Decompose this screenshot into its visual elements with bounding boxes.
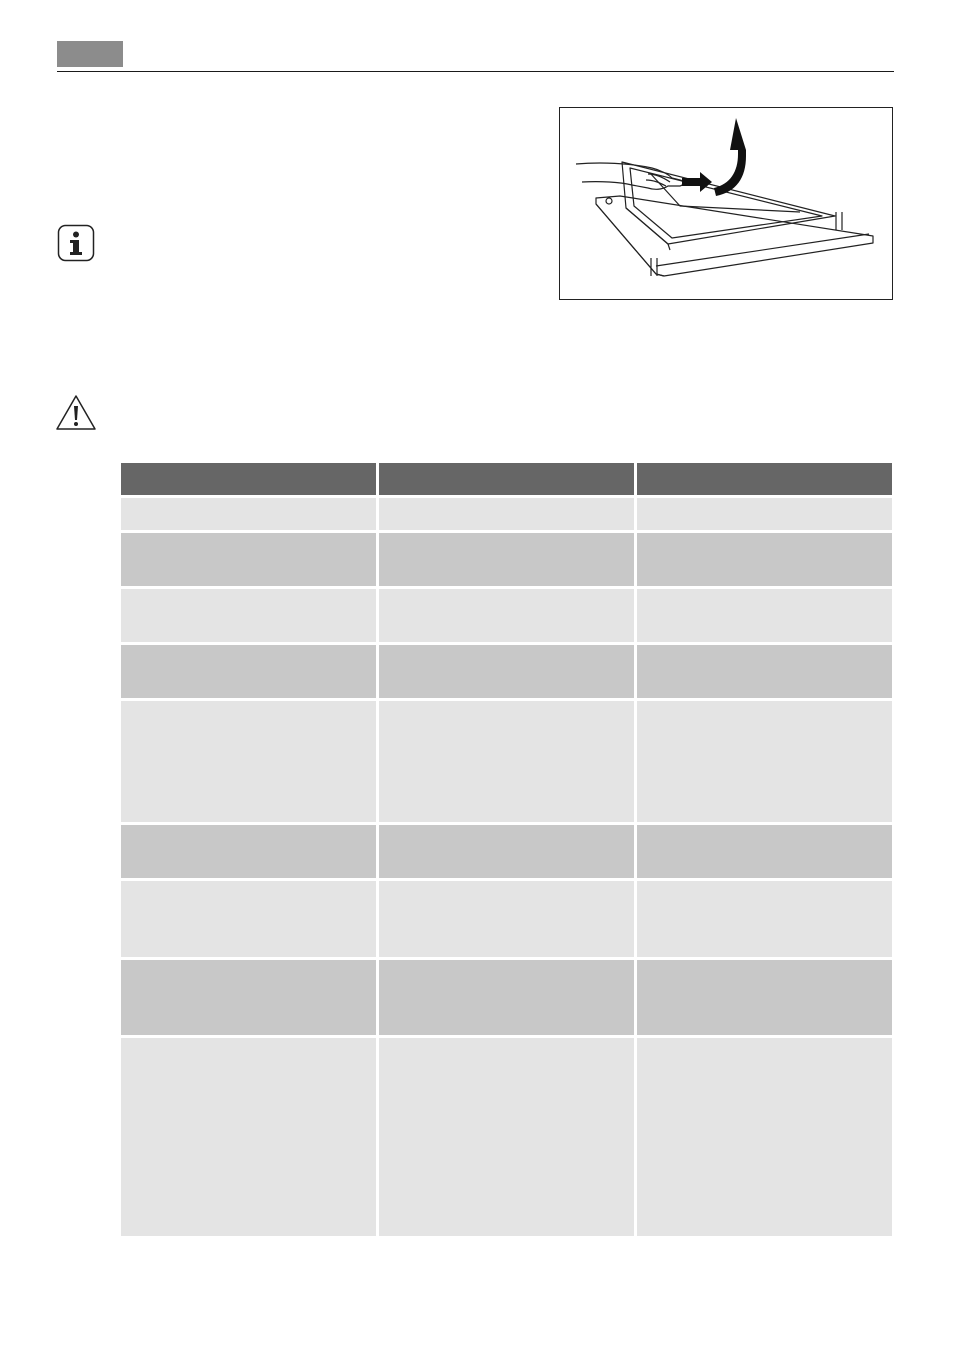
header-section-tab — [57, 41, 123, 67]
table-cell — [121, 960, 376, 1035]
table-header-cell — [637, 463, 892, 495]
table-cell — [379, 589, 634, 642]
table-cell — [121, 1038, 376, 1236]
table-cell — [379, 533, 634, 586]
table-row — [121, 701, 892, 822]
table-header-cell — [121, 463, 376, 495]
table-row — [121, 825, 892, 878]
table-cell — [637, 1038, 892, 1236]
table-cell — [637, 645, 892, 698]
oven-door-illustration — [559, 107, 893, 300]
header-rule — [57, 71, 894, 72]
table-row — [121, 498, 892, 530]
table-row — [121, 960, 892, 1035]
warning-triangle-icon — [55, 394, 97, 432]
table-cell — [637, 881, 892, 957]
push-arrow-icon — [682, 172, 712, 192]
table-cell — [121, 701, 376, 822]
table-cell — [379, 498, 634, 530]
table-header-row — [121, 463, 892, 495]
table-row — [121, 881, 892, 957]
table-cell — [379, 701, 634, 822]
table-cell — [637, 825, 892, 878]
table-header-cell — [379, 463, 634, 495]
table-cell — [121, 825, 376, 878]
table-row — [121, 533, 892, 586]
table-cell — [121, 589, 376, 642]
table-cell — [637, 701, 892, 822]
table-cell — [379, 825, 634, 878]
info-icon — [57, 224, 95, 262]
table-cell — [121, 645, 376, 698]
table-cell — [121, 533, 376, 586]
lift-arrow-icon — [714, 118, 746, 196]
table-cell — [379, 645, 634, 698]
oven-door-illustration-drawing — [560, 108, 894, 301]
table-row — [121, 589, 892, 642]
table-cell — [379, 881, 634, 957]
table-cell — [379, 960, 634, 1035]
table-row — [121, 1038, 892, 1236]
table-cell — [121, 881, 376, 957]
table-cell — [637, 498, 892, 530]
table-cell — [637, 533, 892, 586]
table-cell — [637, 589, 892, 642]
table-cell — [637, 960, 892, 1035]
table-cell — [379, 1038, 634, 1236]
table-cell — [121, 498, 376, 530]
troubleshooting-table — [118, 460, 895, 1239]
table-row — [121, 645, 892, 698]
